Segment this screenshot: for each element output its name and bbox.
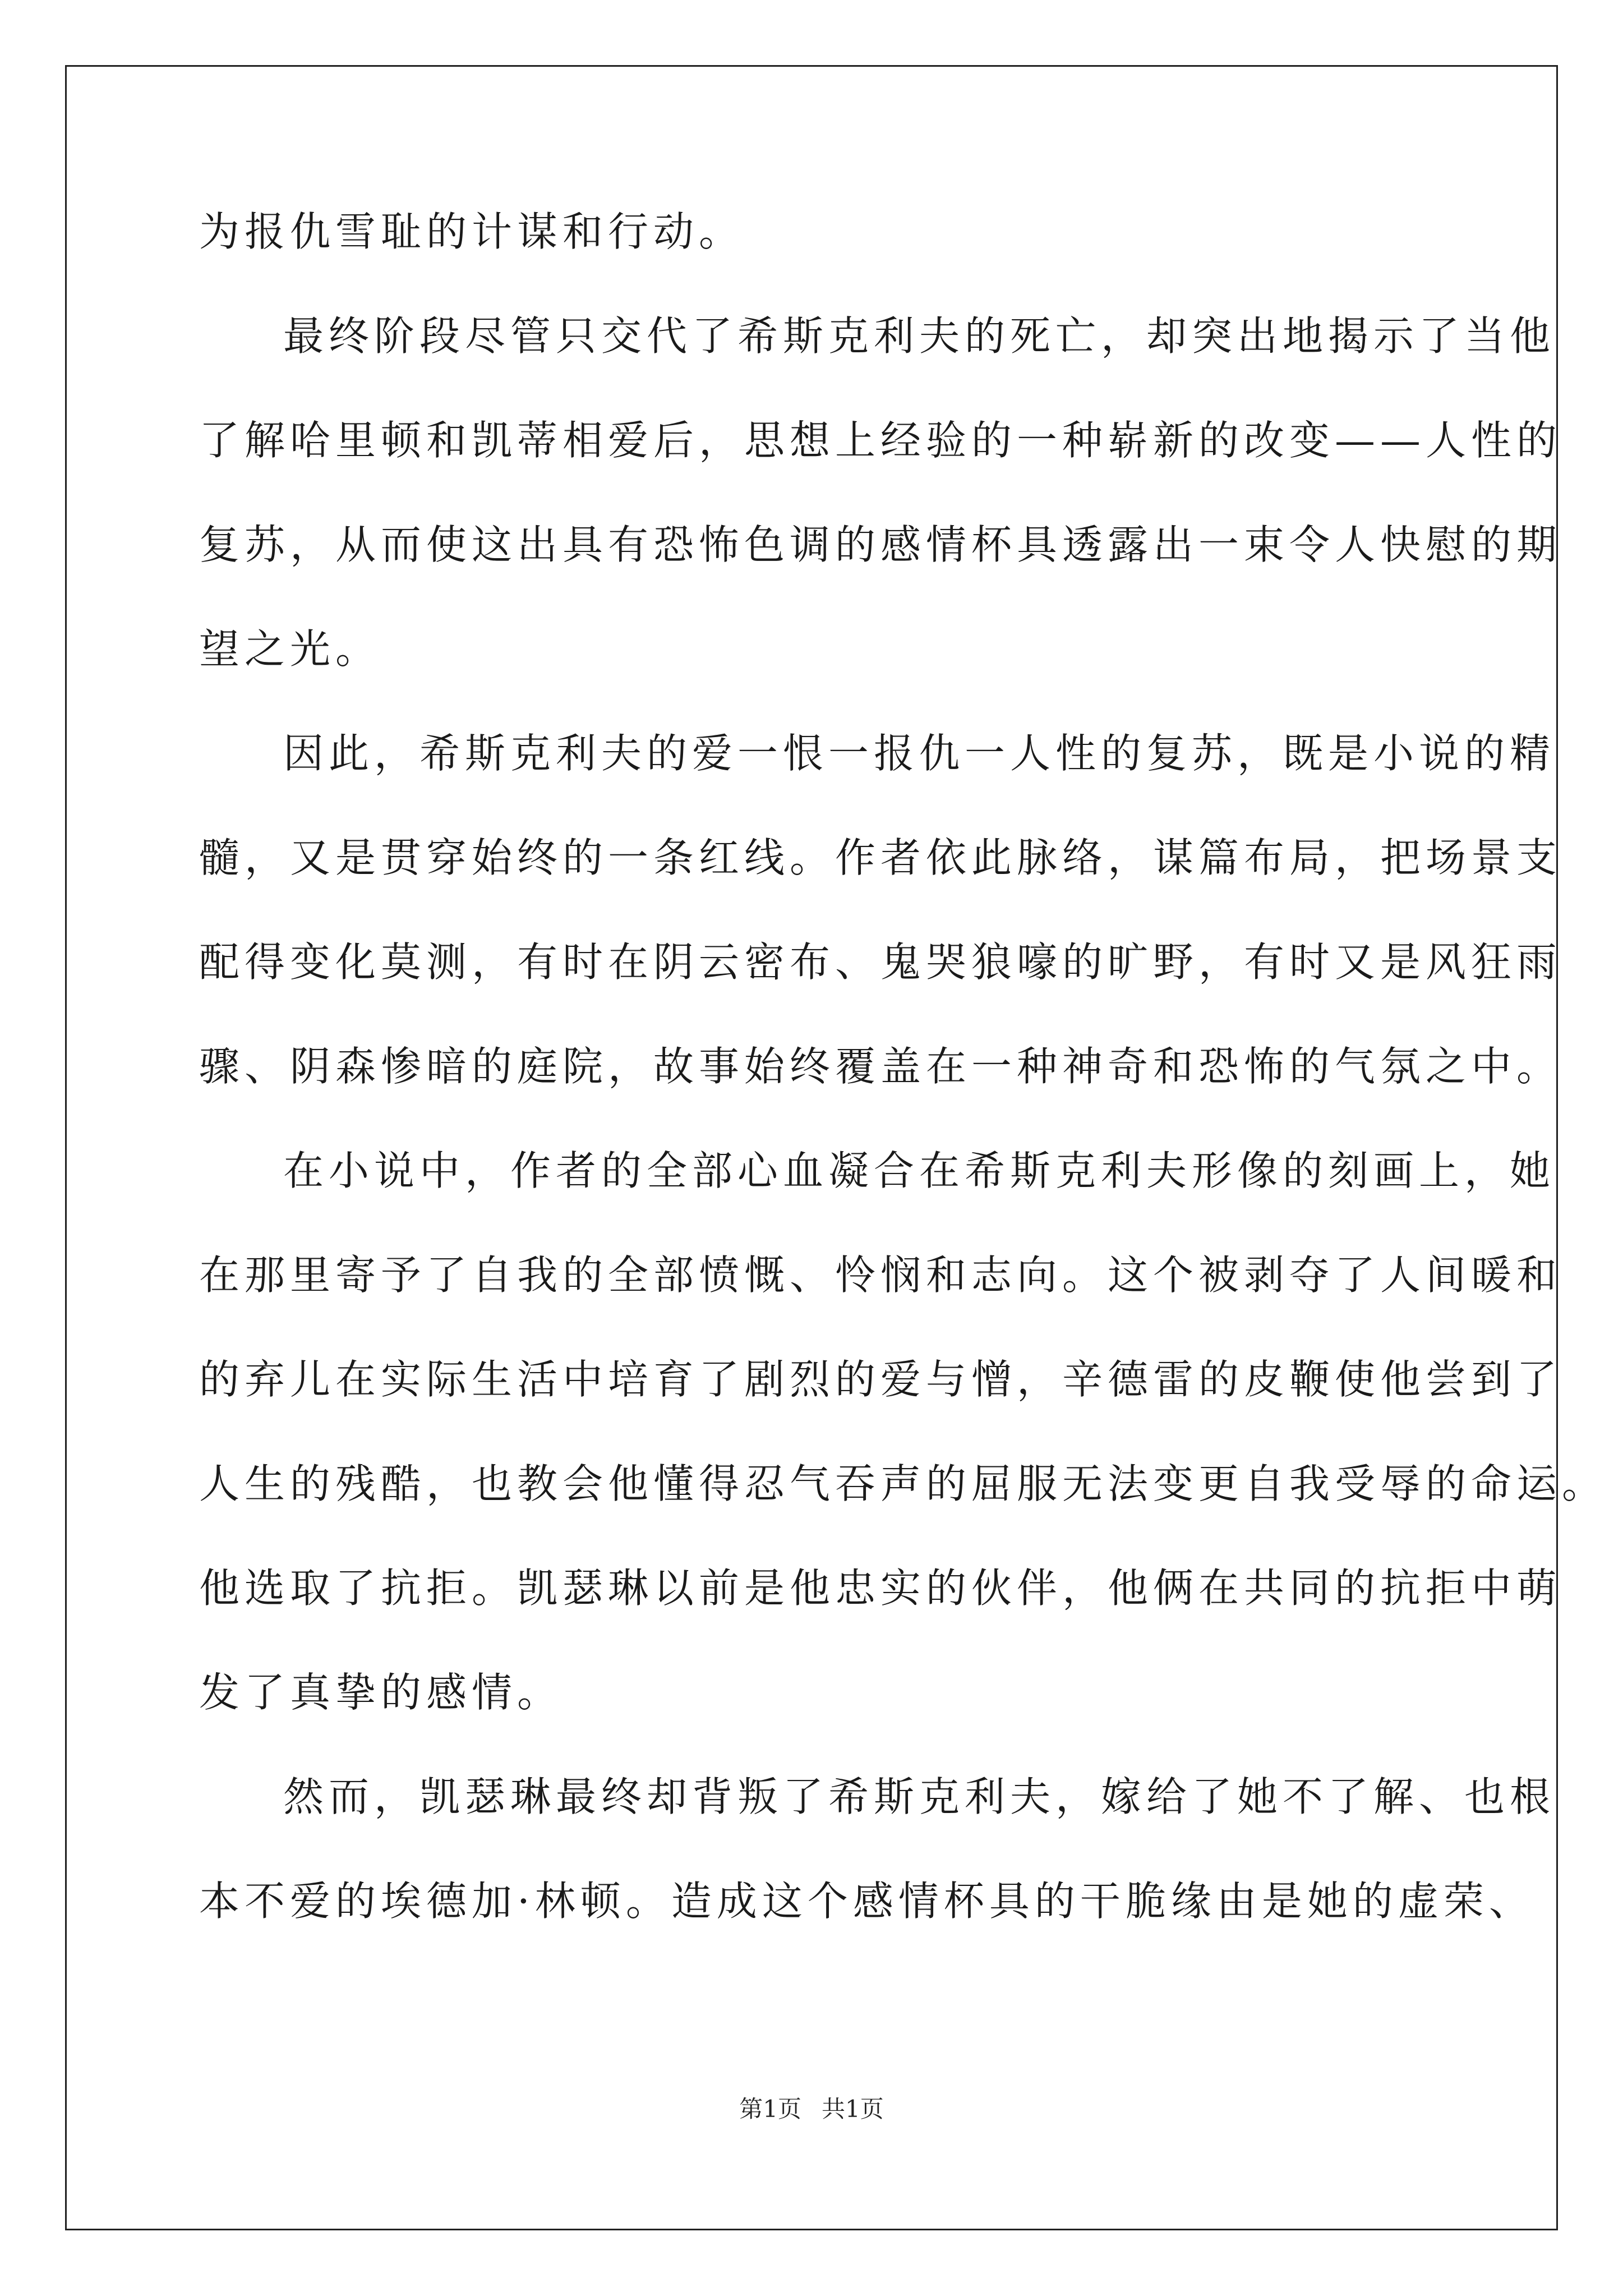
document-body <box>199 206 1608 1980</box>
text-line: 配得变化莫测，有时在阴云密布、鬼哭狼嚎的旷野，有时又是风狂雨 <box>199 938 1562 986</box>
text-line: 的弃儿在实际生活中培育了剧烈的爱与憎，辛德雷的皮鞭使他尝到了 <box>199 1356 1562 1403</box>
text-line: 复苏，从而使这出具有恐怖色调的感情杯具透露出一束令人快慰的期 <box>199 521 1562 568</box>
text-line: 发了真挚的感情。 <box>199 1669 563 1716</box>
text-line: 为报仇雪耻的计谋和行动。 <box>199 208 745 255</box>
page-footer <box>0 2092 1623 2126</box>
text-line: 在那里寄予了自我的全部愤慨、怜悯和志向。这个被剥夺了人间暖和 <box>199 1251 1562 1299</box>
page-number: 第1页 <box>739 2095 801 2123</box>
text-line: 最终阶段尽管只交代了希斯克利夫的死亡，却突出地揭示了当他 <box>283 312 1556 360</box>
text-line: 望之光。 <box>199 625 381 673</box>
page-total: 共1页 <box>822 2095 884 2123</box>
text-line: 了解哈里顿和凯蒂相爱后，思想上经验的一种崭新的改变——人性的 <box>199 417 1562 464</box>
text-line: 髓，又是贯穿始终的一条红线。作者依此脉络，谋篇布局，把场景支 <box>199 834 1562 881</box>
text-line: 骤、阴森惨暗的庭院，故事始终覆盖在一种神奇和恐怖的气氛之中。 <box>199 1043 1562 1090</box>
text-line: 本不爱的埃德加·林顿。造成这个感情杯具的干脆缘由是她的虚荣、 <box>199 1878 1534 1925</box>
text-line: 然而，凯瑟琳最终却背叛了希斯克利夫，嫁给了她不了解、也根 <box>283 1773 1556 1820</box>
text-line: 在小说中，作者的全部心血凝合在希斯克利夫形像的刻画上，她 <box>283 1147 1556 1194</box>
text-line: 他选取了抗拒。凯瑟琳以前是他忠实的伙伴，他俩在共同的抗拒中萌 <box>199 1565 1562 1612</box>
text-line: 人生的残酷，也教会他懂得忍气吞声的屈服无法变更自我受辱的命运。 <box>199 1460 1608 1507</box>
text-line: 因此，希斯克利夫的爱一恨一报仇一人性的复苏，既是小说的精 <box>283 730 1556 777</box>
